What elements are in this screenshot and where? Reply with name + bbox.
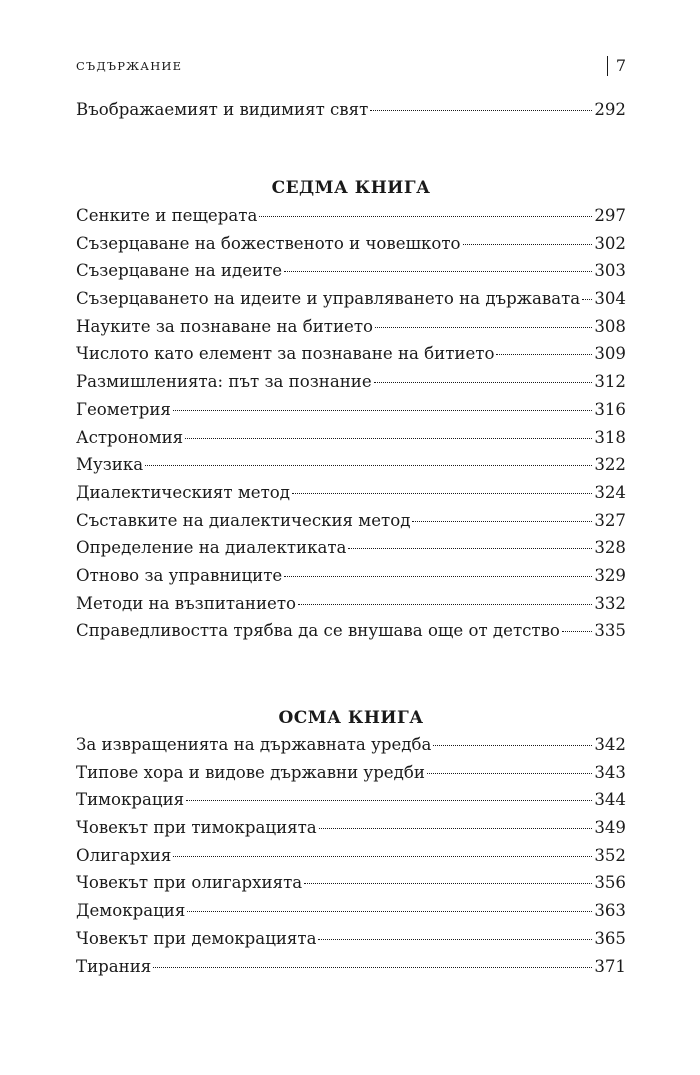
dot-leader: [318, 939, 592, 940]
dot-leader: [427, 773, 592, 774]
toc-entry-page: 309: [594, 344, 626, 364]
toc-entry: [76, 566, 626, 594]
dot-leader: [375, 327, 592, 328]
toc-entry-title: Съставките на диалектическия метод: [76, 510, 411, 530]
toc-entry-title: Съзерцаване на божественото и човешкото: [76, 233, 461, 253]
toc-entry-page: 292: [594, 100, 626, 119]
toc-entry-title: Демокрация: [76, 901, 186, 921]
book-seven-heading: СЕДМА КНИГА: [271, 178, 431, 198]
toc-entry-title: Тимокрация: [76, 790, 185, 810]
toc-entry-page: 327: [594, 510, 626, 530]
dot-leader: [298, 604, 592, 605]
toc-entry-page: 304: [594, 289, 626, 309]
toc-entry: [76, 428, 626, 456]
toc-entry-title: Музика: [76, 455, 144, 475]
toc-entry: [76, 763, 626, 791]
toc-entry: [76, 483, 626, 511]
toc-entry-title: Диалектическият метод: [76, 482, 290, 502]
toc-entry-page: 303: [594, 261, 626, 281]
toc-entry: [76, 957, 626, 985]
dot-leader: [463, 244, 593, 245]
toc-entry: [76, 400, 626, 428]
toc-entry-page: 308: [594, 316, 626, 336]
toc-entry-page: 352: [594, 845, 626, 865]
toc-entry: [76, 790, 626, 818]
dot-leader: [304, 883, 592, 884]
toc-entry: [76, 873, 626, 901]
toc-book-seven: [76, 206, 626, 649]
dot-leader: [153, 967, 592, 968]
toc-book-eight: [76, 735, 626, 984]
toc-entry: [76, 372, 626, 400]
dot-leader: [145, 465, 592, 466]
toc-entry-page: 318: [594, 427, 626, 447]
toc-entry-title: Въображаемият и видимият свят: [76, 100, 369, 119]
page-number: 7: [607, 56, 626, 76]
toc-entry: [76, 929, 626, 957]
toc-entry: [76, 735, 626, 763]
dot-leader: [284, 576, 592, 577]
dot-leader: [259, 216, 592, 217]
toc-entry: [76, 234, 626, 262]
toc-entry: [76, 846, 626, 874]
toc-entry-title: Науките за познаване на битието: [76, 316, 374, 336]
toc-entry-page: 329: [594, 565, 626, 585]
toc-entry: [76, 621, 626, 649]
toc-entry-page: 349: [594, 818, 626, 838]
toc-entry-page: 356: [594, 873, 626, 893]
toc-entry: [76, 818, 626, 846]
dot-leader: [348, 548, 592, 549]
toc-entry-title: Типове хора и видове държавни уредби: [76, 762, 425, 782]
toc-entry-page: 328: [594, 538, 626, 558]
toc-entry: [76, 594, 626, 622]
page-header: [76, 56, 626, 78]
toc-entry-page: 365: [594, 928, 626, 948]
toc-entry-page: 302: [594, 233, 626, 253]
running-head: СЪДЪРЖАНИЕ: [76, 59, 183, 73]
dot-leader: [186, 800, 592, 801]
toc-entry-title: Тирания: [76, 956, 152, 976]
toc-entry-page: 344: [594, 790, 626, 810]
toc-entry-page: 363: [594, 901, 626, 921]
dot-leader: [319, 828, 593, 829]
toc-entry: [76, 455, 626, 483]
toc-entry-page: 342: [594, 735, 626, 754]
dot-leader: [374, 382, 593, 383]
toc-entry-title: Размишленията: път за познание: [76, 372, 372, 392]
dot-leader: [173, 856, 592, 857]
dot-leader: [284, 271, 592, 272]
toc-entry-title: Справедливостта трябва да се внушава още от детство: [76, 621, 560, 641]
toc-entry: [76, 511, 626, 539]
toc-entry: [76, 289, 626, 317]
toc-entry-title: Астрономия: [76, 427, 184, 447]
toc-entry-page: 322: [594, 455, 626, 475]
dot-leader: [562, 631, 592, 632]
toc-entry-page: 335: [594, 621, 626, 641]
dot-leader: [187, 911, 592, 912]
toc-entry-title: Олигархия: [76, 845, 172, 865]
toc-entry-title: Съзерцаването на идеите и управляването на държавата: [76, 289, 581, 309]
toc-entry-title: Числото като елемент за познаване на битието: [76, 344, 495, 364]
toc-entry: [76, 538, 626, 566]
dot-leader: [292, 493, 592, 494]
toc-entry-page: 371: [594, 956, 626, 976]
toc-entry-page: 312: [594, 372, 626, 392]
toc-entry-title: Човекът при олигархията: [76, 873, 303, 893]
dot-leader: [412, 521, 592, 522]
toc-entry-title: Определение на диалектиката: [76, 538, 347, 558]
toc-entry-page: 316: [594, 399, 626, 419]
dot-leader: [370, 110, 592, 111]
dot-leader: [173, 410, 592, 411]
toc-intro: [76, 100, 626, 128]
toc-entry: [76, 317, 626, 345]
toc-entry-page: 324: [594, 482, 626, 502]
toc-entry: [76, 100, 626, 128]
dot-leader: [433, 745, 592, 746]
toc-entry: [76, 261, 626, 289]
toc-entry-title: Методи на възпитанието: [76, 593, 297, 613]
toc-entry-title: Геометрия: [76, 399, 171, 419]
toc-entry-page: 297: [594, 206, 626, 225]
toc-entry-title: Съзерцаване на идеите: [76, 261, 283, 281]
toc-entry-page: 332: [594, 593, 626, 613]
toc-entry: [76, 901, 626, 929]
dot-leader: [185, 438, 592, 439]
toc-entry-title: Отново за управниците: [76, 565, 283, 585]
toc-entry-title: Човекът при тимокрацията: [76, 818, 317, 838]
toc-entry: [76, 206, 626, 234]
toc-entry-page: 343: [594, 762, 626, 782]
toc-entry: [76, 344, 626, 372]
toc-entry-title: Човекът при демокрацията: [76, 928, 317, 948]
dot-leader: [582, 299, 592, 300]
dot-leader: [496, 354, 592, 355]
toc-entry-title: Сенките и пещерата: [76, 206, 258, 225]
book-eight-heading: ОСМА КНИГА: [278, 708, 424, 728]
toc-entry-title: За извращенията на държавната уредба: [76, 735, 432, 754]
